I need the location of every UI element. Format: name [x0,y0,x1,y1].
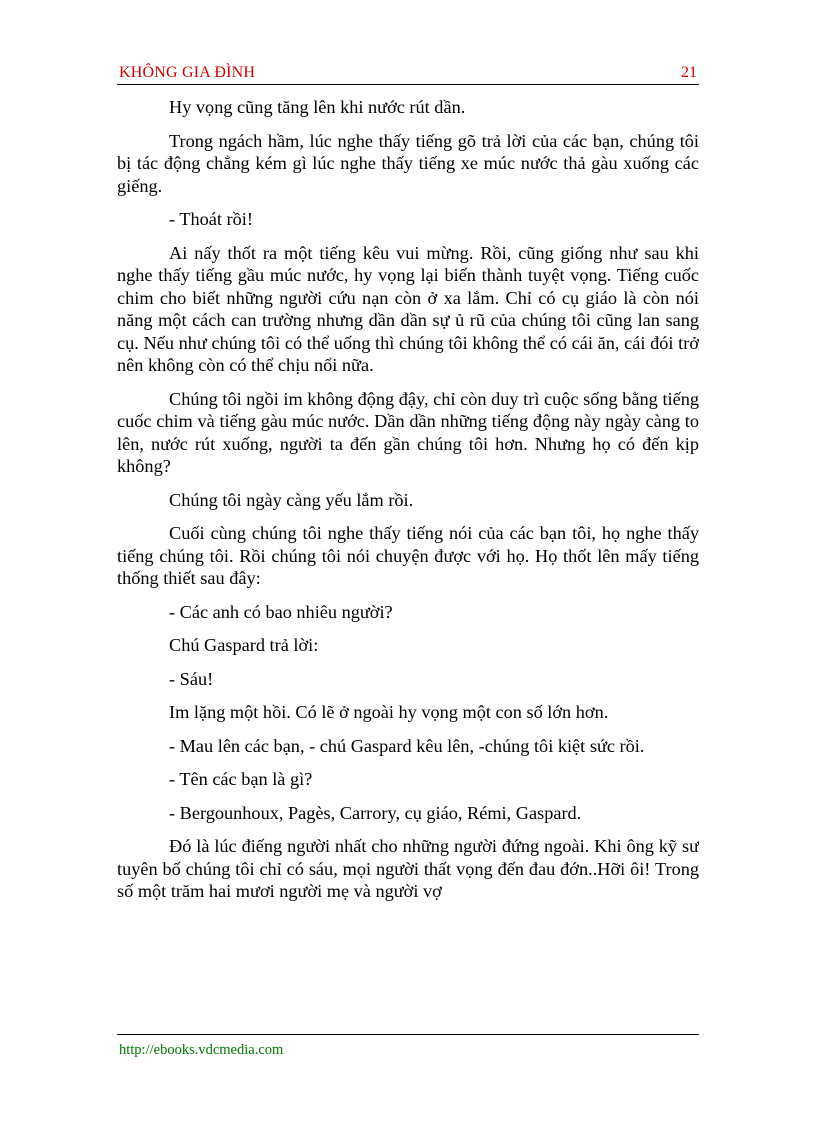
body-text [117,96,699,1036]
book-title: KHÔNG GIA ĐÌNH [119,64,256,81]
page-number: 21 [681,64,697,81]
paragraph: - Mau lên các bạn, - chú Gaspard kêu lên, -chúng tôi kiệt sức rồi. [169,735,645,756]
paragraph: - Tên các bạn là gì? [169,769,313,789]
paragraph: Chúng tôi ngày càng yếu lắm rồi. [169,489,414,510]
paragraph: Trong ngách hầm, lúc nghe thấy tiếng gõ trả lời của các bạn, chúng tôi bị tác động chẳng kém gì lúc nghe thấy tiếng xe múc nước thả gàu xuống các giếng. [117,130,699,196]
paragraph: Hy vọng cũng tăng lên khi nước rút dần. [169,97,466,117]
paragraph: Chúng tôi ngồi im không động đậy, chỉ còn duy trì cuộc sống bằng tiếng cuốc chim và tiếng gàu múc nước. Dần dần những tiếng động này ngày càng to lên, nước rút xuống, người ta đến gần chúng tôi hơn. Nhưng họ có đến kịp không? [117,388,699,476]
paragraph: - Thoát rồi! [169,209,253,229]
paragraph: - Các anh có bao nhiêu người? [169,601,393,622]
paragraph: Cuối cùng chúng tôi nghe thấy tiếng nói của các bạn tôi, họ nghe thấy tiếng chúng tôi. Rồi chúng tôi nói chuyện được với họ. Họ thốt lên mấy tiếng thống thiết sau đây: [117,523,699,588]
paragraph: - Bergounhoux, Pagès, Carrory, cụ giáo, Rémi, Gaspard. [169,802,582,823]
paragraph: Đó là lúc điếng người nhất cho những người đứng ngoài. Khi ông kỹ sư tuyên bố chúng tôi chỉ có sáu, mọi người thất vọng đến đau đớn..Hỡi ôi! Trong số một trăm hai mươi người mẹ và người vợ [117,836,699,901]
paragraph: Im lặng một hồi. Có lẽ ở ngoài hy vọng một con số lớn hơn. [169,702,609,722]
footer-url-link[interactable]: http://ebooks.vdcmedia.com [119,1042,284,1058]
paragraph: Chú Gaspard trả lời: [169,635,319,655]
paragraph: - Sáu! [169,668,214,689]
page-header [117,62,699,85]
paragraph: Ai nấy thốt ra một tiếng kêu vui mừng. Rồi, cũng giống như sau khi nghe thấy tiếng gầu múc nước, hy vọng lại biến thành tuyệt vọng. Tiếng cuốc chim cho biết những người cứu nạn còn ở xa lắm. Chỉ có cụ giáo là còn nói năng một cách can trường nhưng dần dần sự ủ rũ của chúng tôi cũng lan sang cụ. Nếu như chúng tôi có thể uống thì chúng tôi không thể có cái ăn, cái đói trở nên không còn có thể chịu nổi nữa. [117,242,699,375]
page-footer [117,1034,699,1058]
